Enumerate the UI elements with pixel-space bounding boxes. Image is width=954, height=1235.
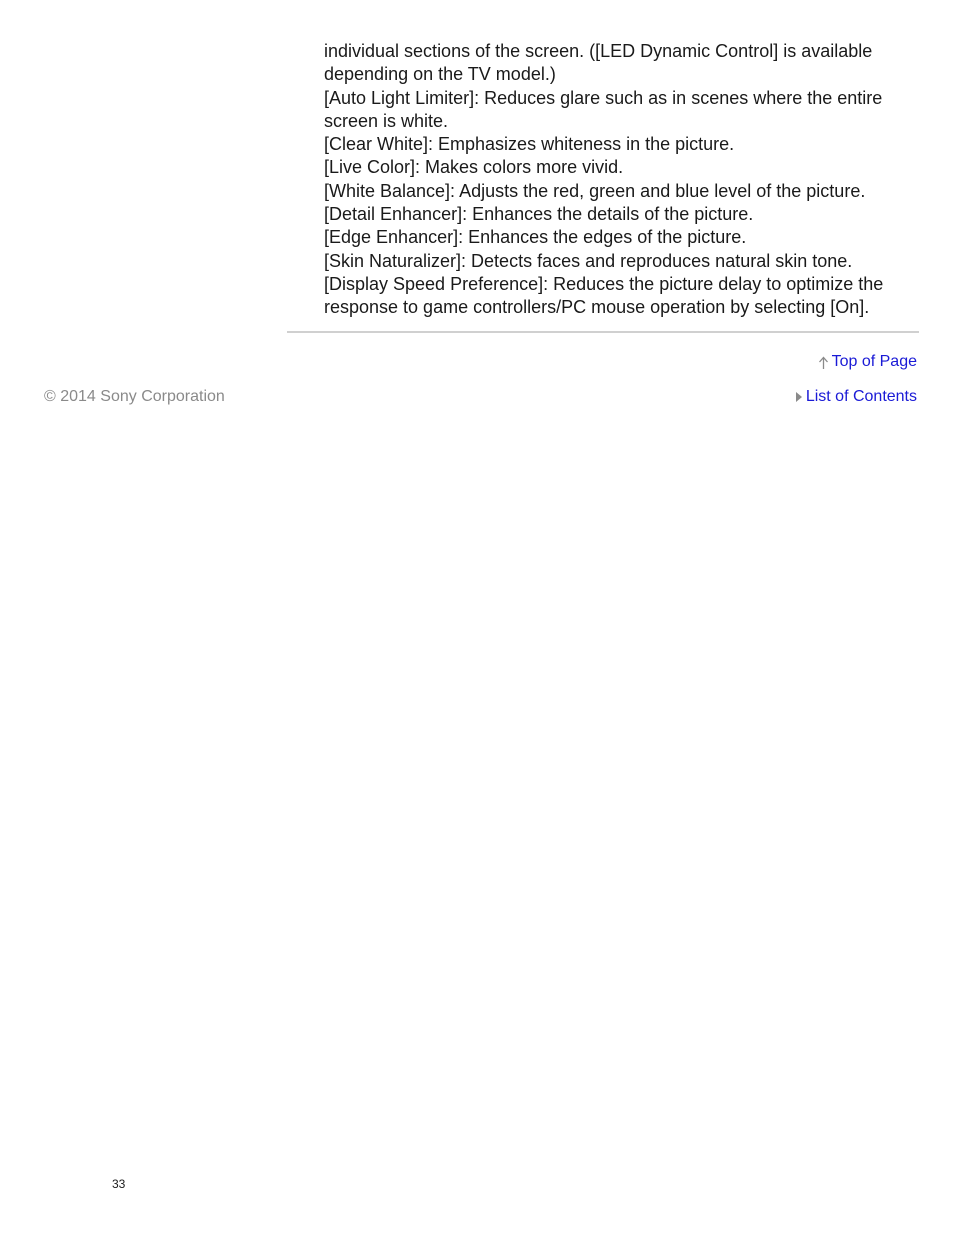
section-divider — [287, 331, 919, 333]
body-line: [White Balance]: Adjusts the red, green and blue level of the picture. — [324, 180, 866, 201]
body-line: response to game controllers/PC mouse operation by selecting [On]. — [324, 297, 870, 318]
copyright: © 2014 Sony Corporation — [44, 388, 225, 405]
body-line: [Edge Enhancer]: Enhances the edges of the picture. — [324, 227, 747, 248]
body-line: [Auto Light Limiter]: Reduces glare such as in scenes where the entire — [324, 87, 883, 108]
body-line: [Detail Enhancer]: Enhances the details of the picture. — [324, 204, 754, 225]
top-of-page-label: Top of Page — [831, 353, 917, 370]
page-number: 33 — [112, 1177, 126, 1191]
body-text — [324, 40, 924, 320]
body-line: [Live Color]: Makes colors more vivid. — [324, 157, 624, 178]
body-line: depending on the TV model.) — [324, 64, 556, 85]
body-line: [Clear White]: Emphasizes whiteness in the picture. — [324, 134, 735, 155]
body-line: [Display Speed Preference]: Reduces the picture delay to optimize the — [324, 273, 884, 294]
top-of-page-link[interactable] — [818, 353, 917, 371]
up-arrow-icon — [818, 355, 829, 369]
list-of-contents-label: List of Contents — [805, 388, 917, 405]
body-line: [Skin Naturalizer]: Detects faces and reproduces natural skin tone. — [324, 250, 853, 271]
list-of-contents-link[interactable] — [795, 388, 917, 406]
body-line: individual sections of the screen. ([LED Dynamic Control] is available — [324, 41, 873, 61]
body-line: screen is white. — [324, 110, 449, 131]
right-triangle-icon — [795, 391, 803, 403]
